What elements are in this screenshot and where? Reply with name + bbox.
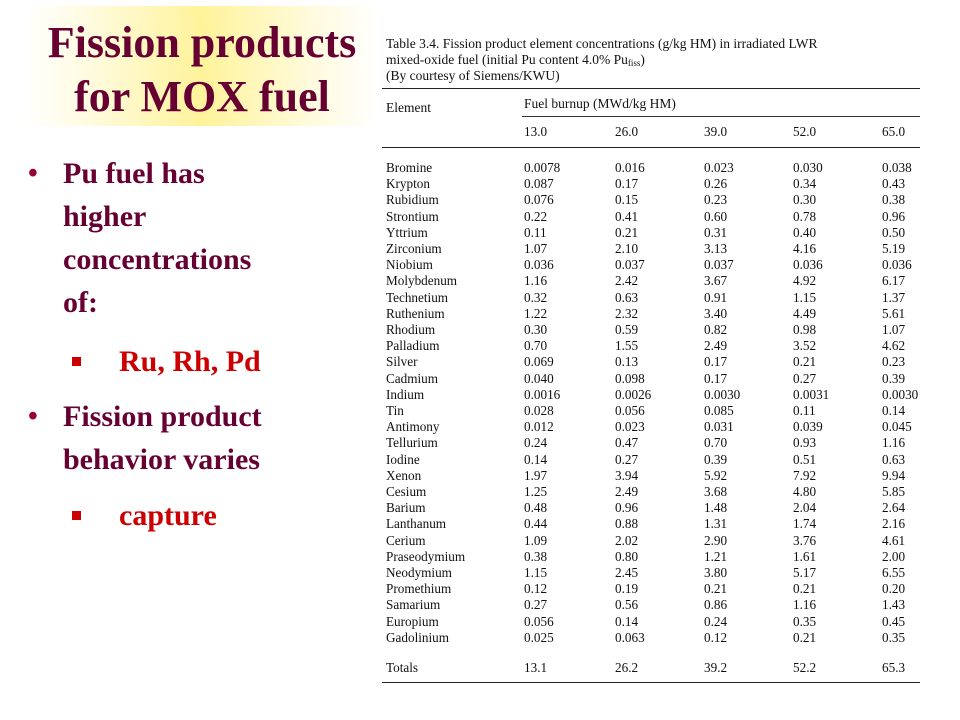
concentration-cell: 4.62 (882, 338, 906, 354)
concentration-cell: 2.00 (882, 548, 906, 564)
table-bottom-rule (382, 682, 920, 683)
concentration-cell: 3.80 (704, 565, 728, 580)
concentration-cell: 0.037 (704, 257, 734, 273)
concentration-cell: 3.13 (704, 241, 728, 256)
concentration-cell: 0.30 (524, 322, 548, 337)
concentration-cell: 0.35 (882, 629, 906, 645)
element-name-cell: Ruthenium (386, 305, 445, 321)
element-name-cell: Cadmium (386, 370, 439, 386)
concentration-cell: 0.24 (704, 613, 728, 629)
concentration-cell: 3.68 (704, 484, 728, 499)
concentration-cell: 0.45 (882, 613, 906, 629)
concentration-cell: 0.056 (524, 613, 554, 629)
table-row (378, 533, 938, 548)
bullet-text: higher (63, 200, 147, 233)
concentration-cell: 0.13 (615, 354, 639, 370)
element-name-cell: Xenon (386, 467, 422, 483)
concentration-cell: 0.47 (615, 435, 639, 451)
concentration-cell: 4.80 (793, 484, 817, 499)
concentration-cell: 0.56 (615, 597, 639, 613)
concentration-cell: 1.31 (704, 516, 728, 532)
concentration-cell: 0.0026 (615, 386, 652, 402)
concentration-cell: 4.61 (882, 532, 906, 548)
table-row (378, 209, 938, 224)
table-row (378, 241, 938, 256)
concentration-cell: 1.16 (793, 597, 817, 613)
concentration-cell: 0.087 (524, 176, 554, 192)
concentration-cell: 0.70 (524, 338, 548, 354)
concentration-cell: 0.0016 (524, 386, 561, 402)
square-bullet-icon (72, 511, 81, 520)
concentration-cell: 0.63 (882, 451, 906, 467)
concentration-cell: 1.55 (615, 338, 639, 354)
concentration-cell: 1.15 (793, 289, 817, 305)
concentration-cell: 0.59 (615, 322, 639, 337)
sub-bullet-item (72, 342, 261, 382)
concentration-cell: 0.48 (524, 500, 548, 516)
concentration-cell: 0.27 (524, 597, 548, 613)
concentration-cell: 0.27 (615, 451, 639, 467)
concentration-cell: 0.076 (524, 192, 554, 208)
concentration-cell: 3.76 (793, 532, 817, 548)
element-name-cell: Zirconium (386, 241, 442, 256)
concentration-cell: 2.49 (615, 484, 639, 499)
table-row (378, 257, 938, 272)
table-header-rule (382, 147, 920, 148)
table-row (378, 630, 938, 645)
element-name-cell: Neodymium (386, 565, 452, 580)
concentration-cell: 0.040 (524, 370, 554, 386)
concentration-cell: 1.21 (704, 548, 728, 564)
bullet-dot-icon: • (28, 158, 38, 189)
table-row (378, 225, 938, 240)
concentration-cell: 0.085 (704, 403, 734, 418)
element-name-cell: Rubidium (386, 192, 439, 208)
column-header-element: Element (386, 100, 431, 115)
totals-label: Totals (386, 660, 419, 675)
concentration-cell: 1.15 (524, 565, 548, 580)
concentration-cell: 0.17 (615, 176, 639, 192)
concentration-cell: 0.038 (882, 160, 912, 175)
table-totals-row (378, 660, 938, 675)
bullet-dot-icon: • (28, 401, 38, 432)
concentration-cell: 0.0031 (793, 386, 830, 402)
concentration-cell: 0.23 (882, 354, 906, 370)
concentration-cell: 0.21 (793, 581, 817, 597)
concentration-cell: 0.069 (524, 354, 554, 370)
concentration-cell: 3.40 (704, 305, 728, 321)
table-row (378, 192, 938, 207)
concentration-cell: 0.098 (615, 370, 645, 386)
concentration-cell: 0.41 (615, 208, 639, 224)
concentration-cell: 0.22 (524, 208, 548, 224)
concentration-cell: 7.92 (793, 467, 817, 483)
concentration-cell: 2.90 (704, 532, 728, 548)
concentration-cell: 0.40 (793, 224, 817, 240)
element-name-cell: Gadolinium (386, 629, 450, 645)
element-name-cell: Palladium (386, 338, 440, 354)
concentration-cell: 1.09 (524, 532, 548, 548)
table-caption-line-2: mixed-oxide fuel (initial Pu content 4.0% Pufiss) (386, 52, 645, 68)
concentration-cell: 0.96 (615, 500, 639, 516)
concentration-cell: 0.036 (524, 257, 554, 273)
concentration-cell: 1.22 (524, 305, 548, 321)
totals-cell: 26.2 (615, 660, 639, 675)
table-row (378, 452, 938, 467)
concentration-cell: 9.94 (882, 467, 906, 483)
concentration-cell: 0.012 (524, 419, 554, 435)
concentration-cell: 3.52 (793, 338, 817, 354)
concentration-cell: 2.32 (615, 305, 639, 321)
table-row (378, 614, 938, 629)
element-name-cell: Bromine (386, 160, 433, 175)
bullet-text: Fission product (63, 400, 262, 433)
totals-cell: 65.3 (882, 660, 906, 675)
element-name-cell: Molybdenum (386, 273, 458, 289)
column-header-burnup: Fuel burnup (MWd/kg HM) (524, 96, 676, 111)
table-row (378, 160, 938, 175)
concentration-cell: 6.55 (882, 565, 906, 580)
slide-title (24, 6, 380, 126)
concentration-cell: 5.19 (882, 241, 906, 256)
concentration-cell: 0.91 (704, 289, 728, 305)
concentration-cell: 0.35 (793, 613, 817, 629)
concentration-cell: 0.028 (524, 403, 554, 418)
concentration-cell: 0.023 (704, 160, 734, 175)
concentration-cell: 0.26 (704, 176, 728, 192)
concentration-cell: 0.60 (704, 208, 728, 224)
slide-title-line-1: Fission products (47, 18, 357, 67)
slide-title-line-2: for MOX fuel (74, 72, 330, 121)
concentration-cell: 1.16 (882, 435, 906, 451)
table-row (378, 338, 938, 353)
element-name-cell: Barium (386, 500, 426, 516)
table-row (378, 371, 938, 386)
concentration-cell: 0.045 (882, 419, 912, 435)
square-bullet-icon (72, 357, 81, 366)
concentration-cell: 1.43 (882, 597, 906, 613)
sub-bullet-text: Ru, Rh, Pd (119, 345, 261, 378)
concentration-cell: 0.86 (704, 597, 728, 613)
element-name-cell: Praseodymium (386, 548, 466, 564)
burnup-header: 26.0 (615, 124, 639, 139)
concentration-cell: 0.17 (704, 354, 728, 370)
bullet-text: Pu fuel has (63, 157, 205, 190)
concentration-cell: 0.39 (882, 370, 906, 386)
concentration-cell: 0.50 (882, 224, 906, 240)
concentration-cell: 0.43 (882, 176, 906, 192)
element-name-cell: Krypton (386, 176, 430, 192)
concentration-cell: 0.17 (704, 370, 728, 386)
element-name-cell: Promethium (386, 581, 452, 597)
table-row (378, 403, 938, 418)
table-top-rule (382, 88, 920, 89)
concentration-cell: 1.07 (882, 322, 906, 337)
concentration-cell: 0.039 (793, 419, 823, 435)
element-name-cell: Rhodium (386, 322, 436, 337)
concentration-cell: 0.030 (793, 160, 823, 175)
element-name-cell: Antimony (386, 419, 440, 435)
totals-cell: 13.1 (524, 660, 548, 675)
table-row (378, 273, 938, 288)
concentration-cell: 1.48 (704, 500, 728, 516)
concentration-cell: 2.64 (882, 500, 906, 516)
element-name-cell: Strontium (386, 208, 439, 224)
concentration-cell: 5.85 (882, 484, 906, 499)
burnup-header: 39.0 (704, 124, 728, 139)
concentration-cell: 0.96 (882, 208, 906, 224)
concentration-cell: 2.04 (793, 500, 817, 516)
concentration-cell: 0.15 (615, 192, 639, 208)
totals-cell: 52.2 (793, 660, 817, 675)
concentration-cell: 0.30 (793, 192, 817, 208)
concentration-cell: 0.056 (615, 403, 645, 418)
concentration-cell: 2.45 (615, 565, 639, 580)
concentration-cell: 0.24 (524, 435, 548, 451)
element-name-cell: Tellurium (386, 435, 438, 451)
concentration-cell: 2.16 (882, 516, 906, 532)
concentration-cell: 5.92 (704, 467, 728, 483)
concentration-cell: 0.93 (793, 435, 817, 451)
table-group-rule (522, 116, 920, 117)
concentration-cell: 0.21 (793, 629, 817, 645)
concentration-cell: 0.11 (793, 403, 816, 418)
element-name-cell: Indium (386, 386, 425, 402)
concentration-cell: 1.16 (524, 273, 548, 289)
concentration-cell: 0.14 (615, 613, 639, 629)
table-row (378, 387, 938, 402)
concentration-cell: 0.063 (615, 629, 645, 645)
concentration-cell: 0.80 (615, 548, 639, 564)
concentration-cell: 0.11 (524, 224, 547, 240)
concentration-cell: 0.0078 (524, 160, 561, 175)
table-row (378, 565, 938, 580)
concentration-cell: 0.036 (793, 257, 823, 273)
concentration-cell: 5.61 (882, 305, 906, 321)
concentration-cell: 5.17 (793, 565, 817, 580)
bullet-text: of: (63, 286, 98, 319)
bullet-text: behavior varies (63, 443, 260, 476)
table-row (378, 435, 938, 450)
fission-product-table (378, 20, 944, 688)
concentration-cell: 0.27 (793, 370, 817, 386)
concentration-cell: 0.031 (704, 419, 734, 435)
table-row (378, 597, 938, 612)
concentration-cell: 0.037 (615, 257, 645, 273)
concentration-cell: 0.036 (882, 257, 912, 273)
concentration-cell: 1.61 (793, 548, 817, 564)
element-name-cell: Niobium (386, 257, 433, 273)
concentration-cell: 0.34 (793, 176, 817, 192)
element-name-cell: Yttrium (386, 224, 428, 240)
sub-bullet-text: capture (119, 499, 217, 532)
concentration-cell: 1.74 (793, 516, 817, 532)
concentration-cell: 0.82 (704, 322, 728, 337)
concentration-cell: 2.42 (615, 273, 639, 289)
table-row (378, 354, 938, 369)
concentration-cell: 0.88 (615, 516, 639, 532)
table-row (378, 419, 938, 434)
table-row (378, 581, 938, 596)
concentration-cell: 0.98 (793, 322, 817, 337)
table-row (378, 484, 938, 499)
concentration-cell: 0.78 (793, 208, 817, 224)
concentration-cell: 0.39 (704, 451, 728, 467)
concentration-cell: 0.70 (704, 435, 728, 451)
table-row (378, 468, 938, 483)
element-name-cell: Cerium (386, 532, 426, 548)
concentration-cell: 0.21 (615, 224, 639, 240)
concentration-cell: 0.12 (524, 581, 548, 597)
bullet-text: concentrations (63, 243, 252, 276)
concentration-cell: 0.38 (524, 548, 548, 564)
concentration-cell: 0.23 (704, 192, 728, 208)
table-row (378, 549, 938, 564)
concentration-cell: 0.025 (524, 629, 554, 645)
concentration-cell: 0.32 (524, 289, 548, 305)
concentration-cell: 0.21 (793, 354, 817, 370)
concentration-cell: 0.0030 (882, 386, 919, 402)
concentration-cell: 0.51 (793, 451, 817, 467)
table-row (378, 290, 938, 305)
element-name-cell: Iodine (386, 451, 420, 467)
concentration-cell: 0.63 (615, 289, 639, 305)
concentration-cell: 0.20 (882, 581, 906, 597)
table-row (378, 306, 938, 321)
concentration-cell: 0.19 (615, 581, 639, 597)
table-caption-line-3: (By courtesy of Siemens/KWU) (386, 68, 560, 83)
concentration-cell: 0.44 (524, 516, 548, 532)
concentration-cell: 0.016 (615, 160, 645, 175)
element-name-cell: Samarium (386, 597, 441, 613)
concentration-cell: 4.16 (793, 241, 817, 256)
concentration-cell: 0.14 (882, 403, 906, 418)
concentration-cell: 3.94 (615, 467, 639, 483)
concentration-cell: 3.67 (704, 273, 728, 289)
table-row (378, 516, 938, 531)
concentration-cell: 1.25 (524, 484, 548, 499)
concentration-cell: 6.17 (882, 273, 906, 289)
concentration-cell: 2.02 (615, 532, 639, 548)
totals-cell: 39.2 (704, 660, 728, 675)
concentration-cell: 0.12 (704, 629, 728, 645)
concentration-cell: 0.31 (704, 224, 728, 240)
concentration-cell: 2.10 (615, 241, 639, 256)
concentration-cell: 1.37 (882, 289, 906, 305)
element-name-cell: Cesium (386, 484, 427, 499)
concentration-cell: 1.97 (524, 467, 548, 483)
concentration-cell: 1.07 (524, 241, 548, 256)
concentration-cell: 0.023 (615, 419, 645, 435)
table-caption-line-1: Table 3.4. Fission product element concentrations (g/kg HM) in irradiated LWR (386, 36, 818, 51)
burnup-header: 52.0 (793, 124, 817, 139)
concentration-cell: 2.49 (704, 338, 728, 354)
concentration-cell: 0.21 (704, 581, 728, 597)
concentration-cell: 4.49 (793, 305, 817, 321)
sub-bullet-item (72, 496, 217, 536)
concentration-cell: 0.0030 (704, 386, 741, 402)
concentration-cell: 0.14 (524, 451, 548, 467)
element-name-cell: Technetium (386, 289, 449, 305)
table-row (378, 176, 938, 191)
concentration-cell: 4.92 (793, 273, 817, 289)
concentration-cell: 0.38 (882, 192, 906, 208)
element-name-cell: Europium (386, 613, 439, 629)
burnup-header: 65.0 (882, 124, 906, 139)
element-name-cell: Tin (386, 403, 404, 418)
element-name-cell: Lanthanum (386, 516, 447, 532)
element-name-cell: Silver (386, 354, 418, 370)
table-row (378, 322, 938, 337)
table-row (378, 500, 938, 515)
table-header-row (378, 124, 938, 139)
burnup-header: 13.0 (524, 124, 548, 139)
